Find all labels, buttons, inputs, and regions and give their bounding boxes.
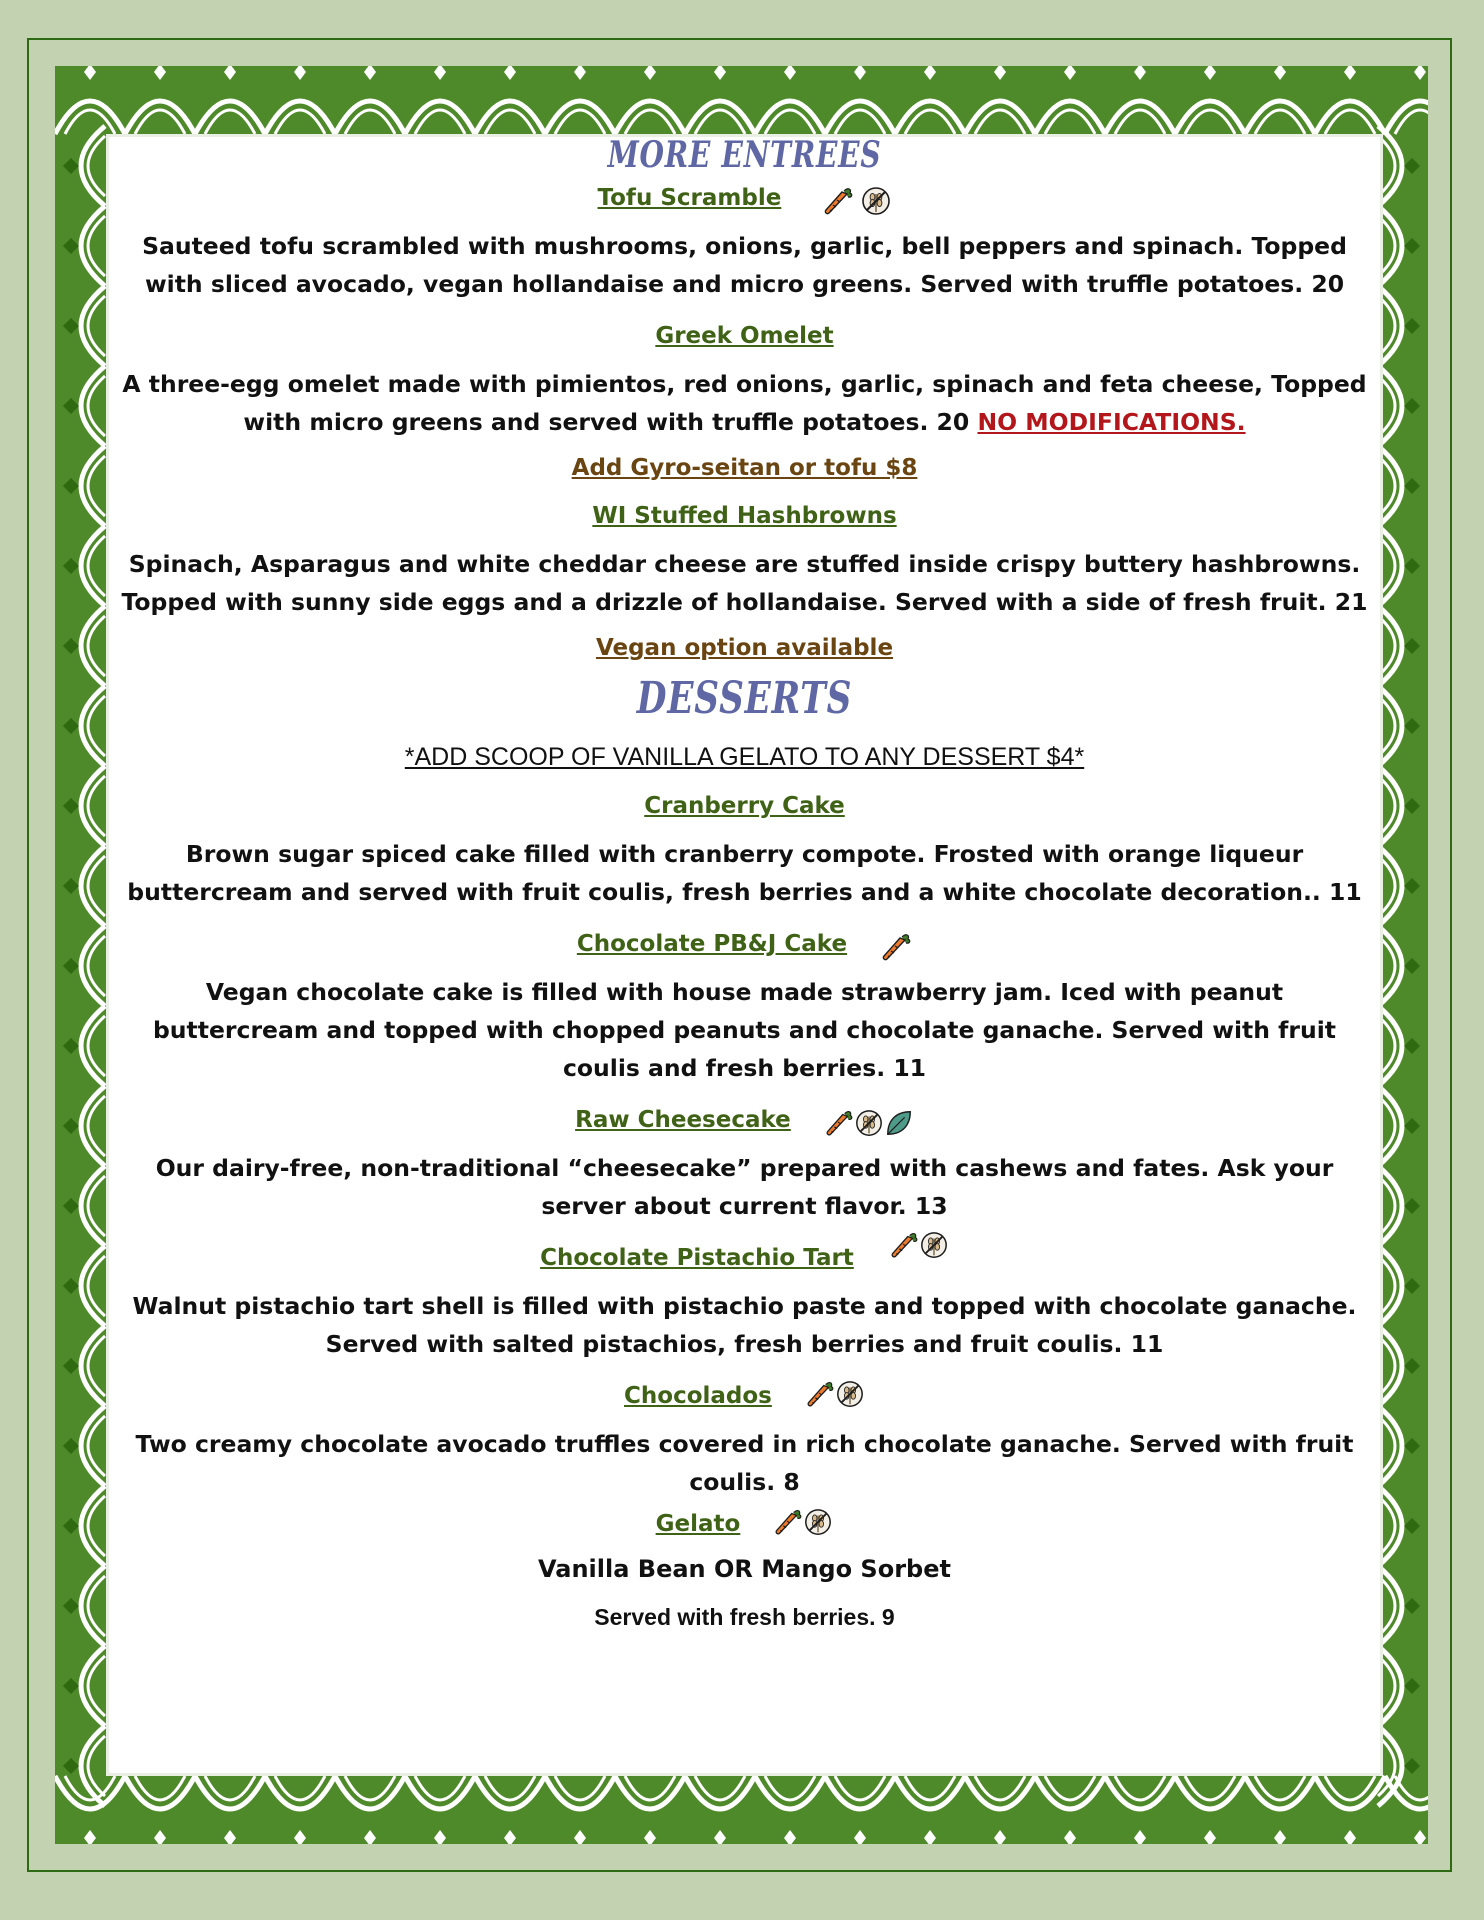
- item-description: Sauteed tofu scrambled with mushrooms, onions, garlic, bell peppers and spinach. Topped with sliced avocado, vegan hollandaise and micro greens. Served with truffle potatoes. 20: [142, 232, 1347, 298]
- item-description: Brown sugar spiced cake filled with cranberry compote. Frosted with orange liqueur buttercream and served with fruit coulis, fresh berries and a white chocolate decoration.. 11: [127, 840, 1362, 906]
- menu-item-title: [109, 929, 1380, 959]
- gelato-description: Served with fresh berries. 9: [594, 1604, 895, 1630]
- item-description: [121, 365, 1368, 441]
- gelato-addon-note: *ADD SCOOP OF VANILLA GELATO TO ANY DESSERT $4*: [404, 743, 1085, 771]
- carrot-icon: [889, 1230, 919, 1260]
- carrot-icon: [824, 1108, 854, 1138]
- carrot-icon: [822, 185, 854, 217]
- diet-icons: [822, 185, 891, 217]
- gluten-free-icon: [835, 1379, 865, 1409]
- diet-icons: [824, 1107, 914, 1138]
- gelato-flavors: Vanilla Bean OR Mango Sorbet: [538, 1555, 951, 1583]
- item-name: Greek Omelet: [655, 323, 834, 349]
- item-description: Walnut pistachio tart shell is filled with pistachio paste and topped with chocolate ganache. Served with salted pistachios, fresh berries and fruit coulis. 11: [132, 1292, 1357, 1358]
- menu-item-title: [109, 1381, 1380, 1411]
- item-description-text: A three-egg omelet made with pimientos, red onions, garlic, spinach and feta cheese, Topped with micro greens and served with truffle potatoes. 20: [122, 370, 1367, 436]
- menu-page: [106, 134, 1383, 1776]
- carrot-icon: [773, 1507, 803, 1537]
- item-name: Chocolados: [624, 1383, 772, 1409]
- menu-content: [109, 134, 1380, 1633]
- carrot-icon: [880, 931, 912, 963]
- vegan-option-note: Vegan option available: [595, 635, 894, 661]
- item-description: Our dairy-free, non-traditional “cheesecake” prepared with cashews and fates. Ask your server about current flavor. 13: [155, 1154, 1334, 1220]
- diet-icons: [889, 1229, 949, 1260]
- menu-item-title: [109, 791, 1380, 821]
- item-name: Cranberry Cake: [644, 793, 845, 819]
- section-title-desserts: DESSERTS: [636, 673, 853, 724]
- item-name: Tofu Scramble: [597, 185, 782, 211]
- diet-icons: [805, 1378, 865, 1409]
- menu-item-title: [109, 321, 1380, 351]
- item-name: Raw Cheesecake: [575, 1107, 791, 1133]
- gluten-free-icon: [803, 1507, 833, 1537]
- item-name: Chocolate Pistachio Tart: [540, 1245, 854, 1271]
- menu-item-title: [109, 1105, 1380, 1135]
- item-description: Two creamy chocolate avocado truffles covered in rich chocolate ganache. Served with fruit coulis. 8: [135, 1430, 1354, 1496]
- gluten-free-icon: [854, 1108, 884, 1138]
- gluten-free-icon: [860, 185, 892, 217]
- menu-item-title: [109, 183, 1380, 213]
- item-name: Gelato: [655, 1511, 741, 1537]
- gluten-free-icon: [919, 1230, 949, 1260]
- no-modifications-warning: NO MODIFICATIONS.: [977, 408, 1246, 436]
- item-name: Chocolate PB&J Cake: [576, 931, 848, 957]
- item-name: WI Stuffed Hashbrowns: [592, 503, 897, 529]
- item-description: Spinach, Asparagus and white cheddar cheese are stuffed inside crispy buttery hashbrowns. Topped with sunny side eggs and a drizzle of hollandaise. Served with a side of fresh fruit. 21: [121, 550, 1368, 616]
- carrot-icon: [805, 1379, 835, 1409]
- diet-icons: [880, 931, 912, 963]
- menu-item-title: [109, 1509, 1380, 1539]
- addon-note: Add Gyro-seitan or tofu $8: [571, 455, 918, 481]
- diet-icons: [773, 1506, 833, 1537]
- section-title-entrees: MORE ENTREES: [607, 134, 882, 176]
- menu-item-title: [109, 1243, 1380, 1273]
- leaf-icon: [884, 1108, 914, 1138]
- menu-item-title: [109, 501, 1380, 531]
- item-description: Vegan chocolate cake is filled with house made strawberry jam. Iced with peanut buttercream and topped with chopped peanuts and chocolate ganache. Served with fruit coulis and fresh berries. 11: [152, 978, 1337, 1082]
